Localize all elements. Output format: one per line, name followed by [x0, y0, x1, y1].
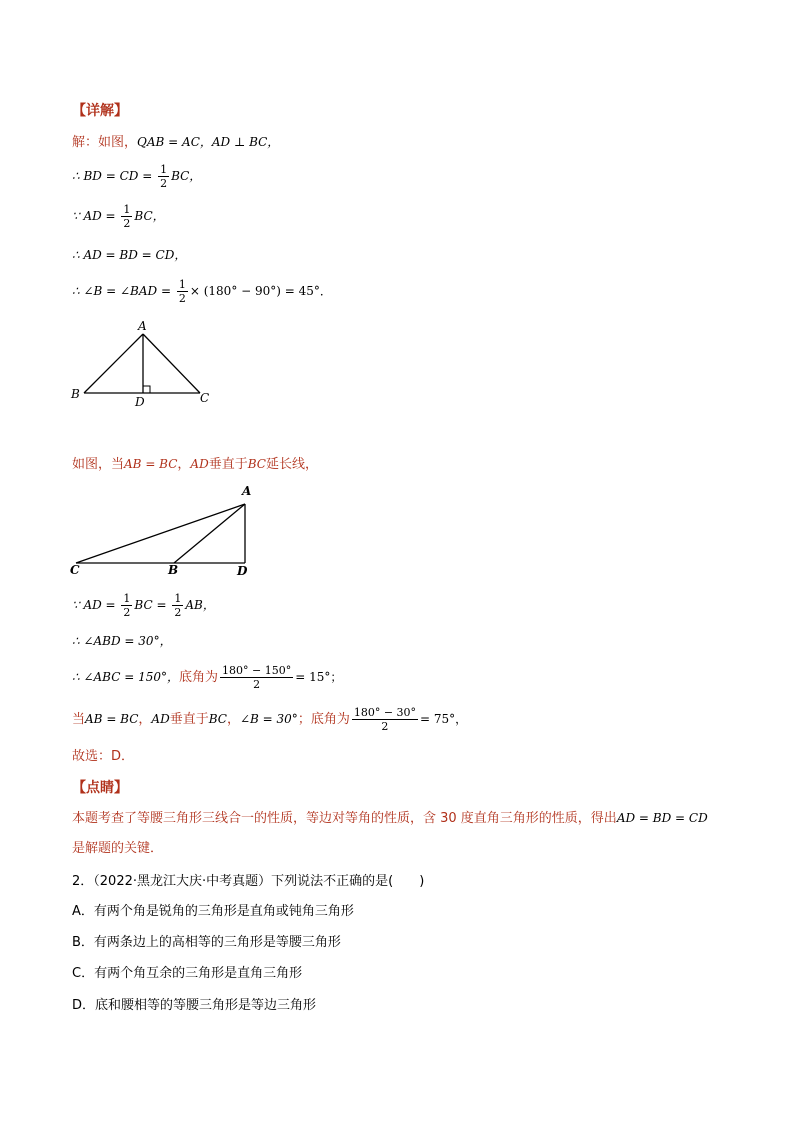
option-d: D．底和腰相等的等腰三角形是等边三角形	[72, 998, 317, 1013]
side-ca	[76, 504, 245, 563]
question-stem: 2．（2022·黑龙江大庆·中考真题）下列说法不正确的是( )	[72, 874, 425, 889]
eq-15: = 15°；	[295, 670, 343, 684]
frac-num: 180° − 30°	[353, 706, 417, 719]
frac-num: 1	[160, 163, 168, 176]
figure-obtuse-triangle	[64, 480, 264, 580]
option-c: C．有两个角互余的三角形是直角三角形	[72, 966, 303, 981]
fraction-half	[121, 592, 132, 619]
eq-ab: AB，	[185, 598, 215, 612]
eq-bd-cd: ∴ BD = CD =	[72, 169, 157, 183]
base-angle-text: 底角为	[178, 670, 218, 685]
label-d: D	[135, 395, 145, 409]
eq-ad-bd-cd: ∴ AD = BD = CD，	[72, 248, 187, 262]
case2-line-3	[72, 664, 342, 691]
comment-math: AD = BD = CD	[616, 811, 708, 825]
eq-result-45: × (180° − 90°) = 45°．	[189, 284, 332, 298]
frac-num: 180° − 150°	[222, 664, 292, 677]
answer-line: 故选：D．	[72, 749, 135, 764]
detail-header: 【详解】	[72, 103, 128, 119]
case3-math-bc: BC	[208, 712, 227, 726]
case3-text-e: ；底角为	[297, 712, 350, 727]
fraction-half	[172, 592, 183, 619]
frac-den: 2	[253, 678, 261, 691]
case2-line-2	[72, 632, 172, 651]
frac-den: 2	[178, 292, 186, 305]
case2-text-c: 垂直于	[208, 457, 248, 472]
eq-angle-abc: ∴ ∠ABC = 150°，	[72, 670, 179, 684]
label-a: A	[242, 484, 252, 498]
comment-line-1	[72, 809, 708, 828]
side-ab	[84, 334, 143, 393]
frac-num: 1	[178, 278, 186, 291]
eq-angle-abd: ∴ ∠ABD = 30°，	[72, 634, 172, 648]
eq-ad: ∵ AD =	[72, 598, 120, 612]
fraction-half	[121, 203, 132, 230]
option-a: A．有两个角是锐角的三角形是直角或钝角三角形	[72, 904, 354, 919]
fraction-half	[158, 163, 169, 190]
frac-den: 2	[123, 217, 131, 230]
fraction-half	[177, 278, 188, 305]
label-b: B	[168, 563, 179, 577]
solution-line-1	[72, 133, 279, 152]
eq-bc: BC，	[134, 209, 165, 223]
case2-text-b: ，	[177, 457, 191, 472]
eq-angle-b: ∴ ∠B = ∠BAD =	[72, 284, 175, 298]
solution-line-2	[72, 163, 201, 190]
option-b: B．有两条边上的高相等的三角形是等腰三角形	[72, 935, 341, 950]
figure-isosceles-right-triangle	[64, 315, 224, 410]
frac-den: 2	[160, 177, 168, 190]
eq-75: = 75°，	[420, 712, 468, 726]
frac-den: 2	[123, 606, 131, 619]
right-angle-mark	[143, 386, 150, 393]
comment-text: 本题考查了等腰三角形三线合一的性质，等边对等角的性质，含 30 度直角三角形的性质，得出	[72, 811, 617, 826]
comment-line-2: 是解题的关键．	[72, 841, 164, 856]
case2-text-d: 延长线，	[265, 457, 318, 472]
label-c: C	[70, 563, 80, 577]
frac-num: 1	[123, 203, 131, 216]
side-ac	[143, 334, 200, 393]
solution-line-4	[72, 246, 186, 265]
fraction-150	[220, 664, 293, 691]
case3-math-ad: AD	[151, 712, 170, 726]
case2-math-ad: AD	[190, 457, 209, 471]
eq-bc: BC，	[171, 169, 202, 183]
case3-text-b: ，	[138, 712, 152, 727]
solution-line-3	[72, 203, 165, 230]
label-a: A	[138, 319, 147, 333]
case2-text-a: 如图，当	[72, 457, 125, 472]
label-d: D	[237, 564, 248, 578]
case2-line-1	[72, 592, 215, 619]
frac-den: 2	[174, 606, 182, 619]
label-c: C	[200, 391, 210, 405]
case2-math-bc: BC	[247, 457, 266, 471]
eq-ad: ∵ AD =	[72, 209, 120, 223]
case2-math-ab-bc: AB = BC	[124, 457, 178, 471]
case3-text-a: 当	[72, 712, 86, 727]
case3-text-d: ，	[226, 712, 240, 727]
frac-num: 1	[123, 592, 131, 605]
frac-den: 2	[381, 720, 389, 733]
fraction-30	[352, 706, 418, 733]
solution-condition: QAB = AC，AD ⊥ BC，	[137, 135, 280, 149]
side-ba	[174, 504, 245, 563]
label-b: B	[71, 387, 80, 401]
case3-math-angle-b: ∠B = 30°	[239, 712, 298, 726]
case3-math-ab-bc: AB = BC	[85, 712, 139, 726]
frac-num: 1	[174, 592, 182, 605]
eq-bc: BC =	[134, 598, 171, 612]
comment-header: 【点睛】	[72, 780, 128, 796]
case2-intro	[72, 455, 318, 474]
solution-prefix: 解：如图，	[72, 135, 138, 150]
case2-line-4	[72, 706, 467, 733]
case3-text-c: 垂直于	[169, 712, 209, 727]
solution-line-5	[72, 278, 332, 305]
